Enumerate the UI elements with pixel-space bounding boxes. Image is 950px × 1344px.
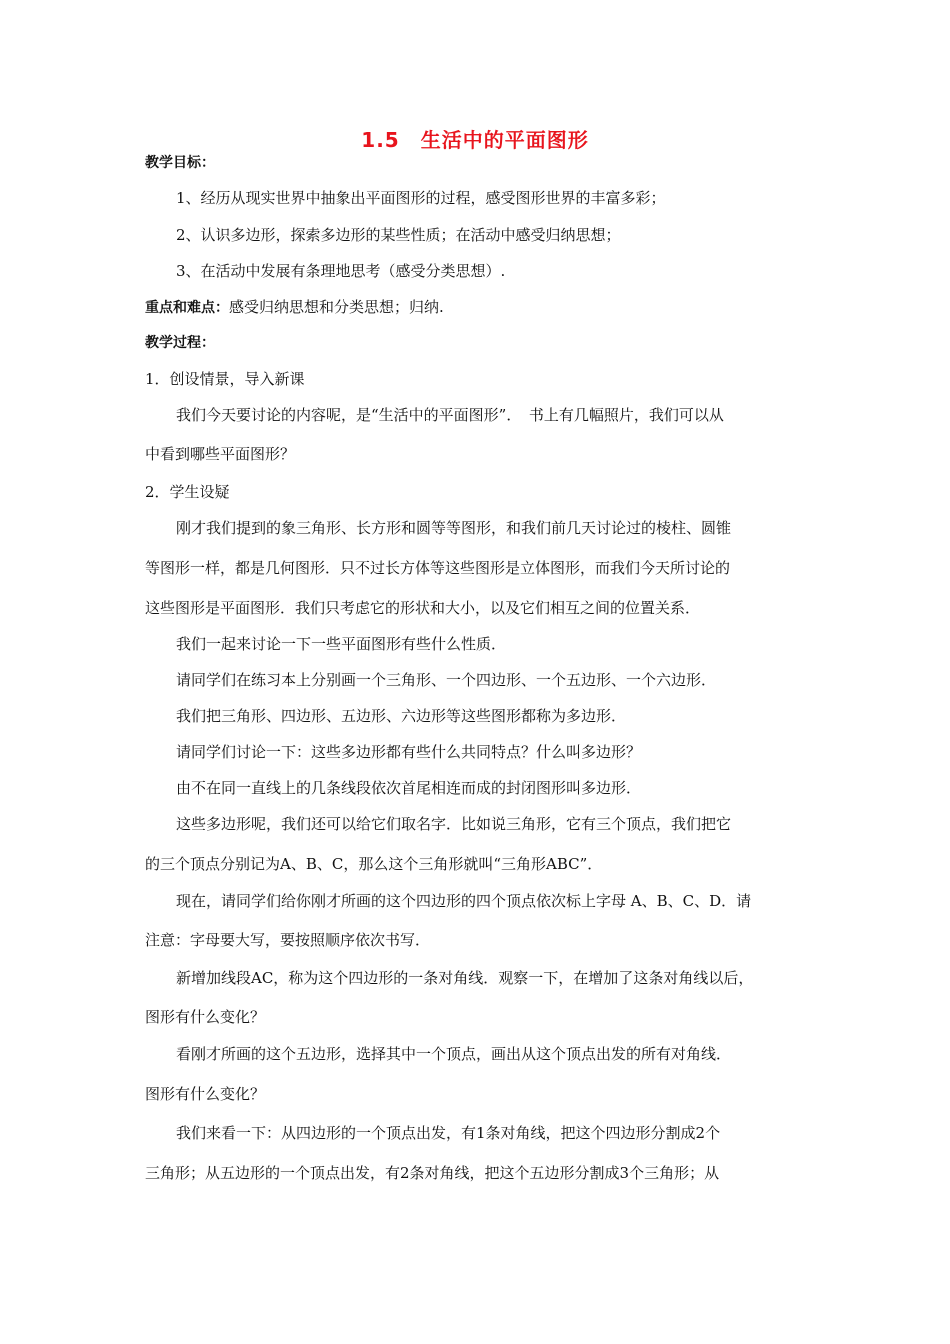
keypoints-line xyxy=(145,297,444,318)
paragraph-line: 等图形一样，都是几何图形．只不过长方体等这些图形是立体图形，而我们今天所讨论的 xyxy=(145,559,731,577)
paragraph-line: 请同学们讨论一下：这些多边形都有些什么共同特点？什么叫多边形？ xyxy=(176,743,642,761)
paragraph-line: 图形有什么变化？ xyxy=(145,1085,266,1103)
objective-item: 3、在活动中发展有条理地思考（感受分类思想）. xyxy=(176,262,506,280)
paragraph-line: 图形有什么变化？ xyxy=(145,1008,266,1026)
keypoints-text: 感受归纳思想和分类思想；归纳. xyxy=(229,298,444,316)
objective-item: 2、认识多边形，探索多边形的某些性质；在活动中感受归纳思想； xyxy=(176,226,621,244)
paragraph-line: 这些图形是平面图形．我们只考虑它的形状和大小，以及它们相互之间的位置关系． xyxy=(145,599,701,617)
objective-item: 1、经历从现实世界中抽象出平面图形的过程，感受图形世界的丰富多彩； xyxy=(176,189,666,207)
paragraph-line: 这些多边形呢，我们还可以给它们取名字．比如说三角形，它有三个顶点，我们把它 xyxy=(176,815,732,833)
paragraph-line: 现在，请同学们给你刚才所画的这个四边形的四个顶点依次标上字母 A、B、C、D．请 xyxy=(176,892,752,910)
paragraph-line: 刚才我们提到的象三角形、长方形和圆等等图形，和我们前几天讨论过的棱柱、圆锥 xyxy=(176,519,732,537)
paragraph-line: 中看到哪些平面图形？ xyxy=(145,445,296,463)
paragraph-line: 我们今天要讨论的内容呢，是“生活中的平面图形”． 书上有几幅照片，我们可以从 xyxy=(176,406,724,424)
document-title: 1.5 生活中的平面图形 xyxy=(361,128,589,152)
paragraph-line: 我们把三角形、四边形、五边形、六边形等这些图形都称为多边形． xyxy=(176,707,627,725)
process-heading: 教学过程： xyxy=(145,335,215,351)
paragraph-line: 看刚才所画的这个五边形，选择其中一个顶点，画出从这个顶点出发的所有对角线． xyxy=(176,1045,732,1063)
paragraph-line: 三角形；从五边形的一个顶点出发，有2条对角线，把这个五边形分割成3个三角形；从 xyxy=(145,1164,720,1182)
paragraph-line: 我们一起来讨论一下一些平面图形有些什么性质． xyxy=(176,635,507,653)
section2-heading: 2．学生设疑 xyxy=(145,483,230,501)
keypoints-label: 重点和难点： xyxy=(145,300,229,316)
paragraph-line: 我们来看一下：从四边形的一个顶点出发，有1条对角线，把这个四边形分割成2个 xyxy=(176,1124,721,1142)
paragraph-line: 新增加线段AC，称为这个四边形的一条对角线．观察一下，在增加了这条对角线以后， xyxy=(176,969,754,987)
paragraph-line: 请同学们在练习本上分别画一个三角形、一个四边形、一个五边形、一个六边形． xyxy=(176,671,717,689)
paragraph-line: 由不在同一直线上的几条线段依次首尾相连而成的封闭图形叫多边形． xyxy=(176,779,642,797)
paragraph-line: 的三个顶点分别记为A、B、C，那么这个三角形就叫“三角形ABC”． xyxy=(145,855,603,873)
paragraph-line: 注意：字母要大写，要按照顺序依次书写． xyxy=(145,931,431,949)
section1-heading: 1．创设情景，导入新课 xyxy=(145,370,305,388)
objectives-heading: 教学目标： xyxy=(145,155,215,171)
